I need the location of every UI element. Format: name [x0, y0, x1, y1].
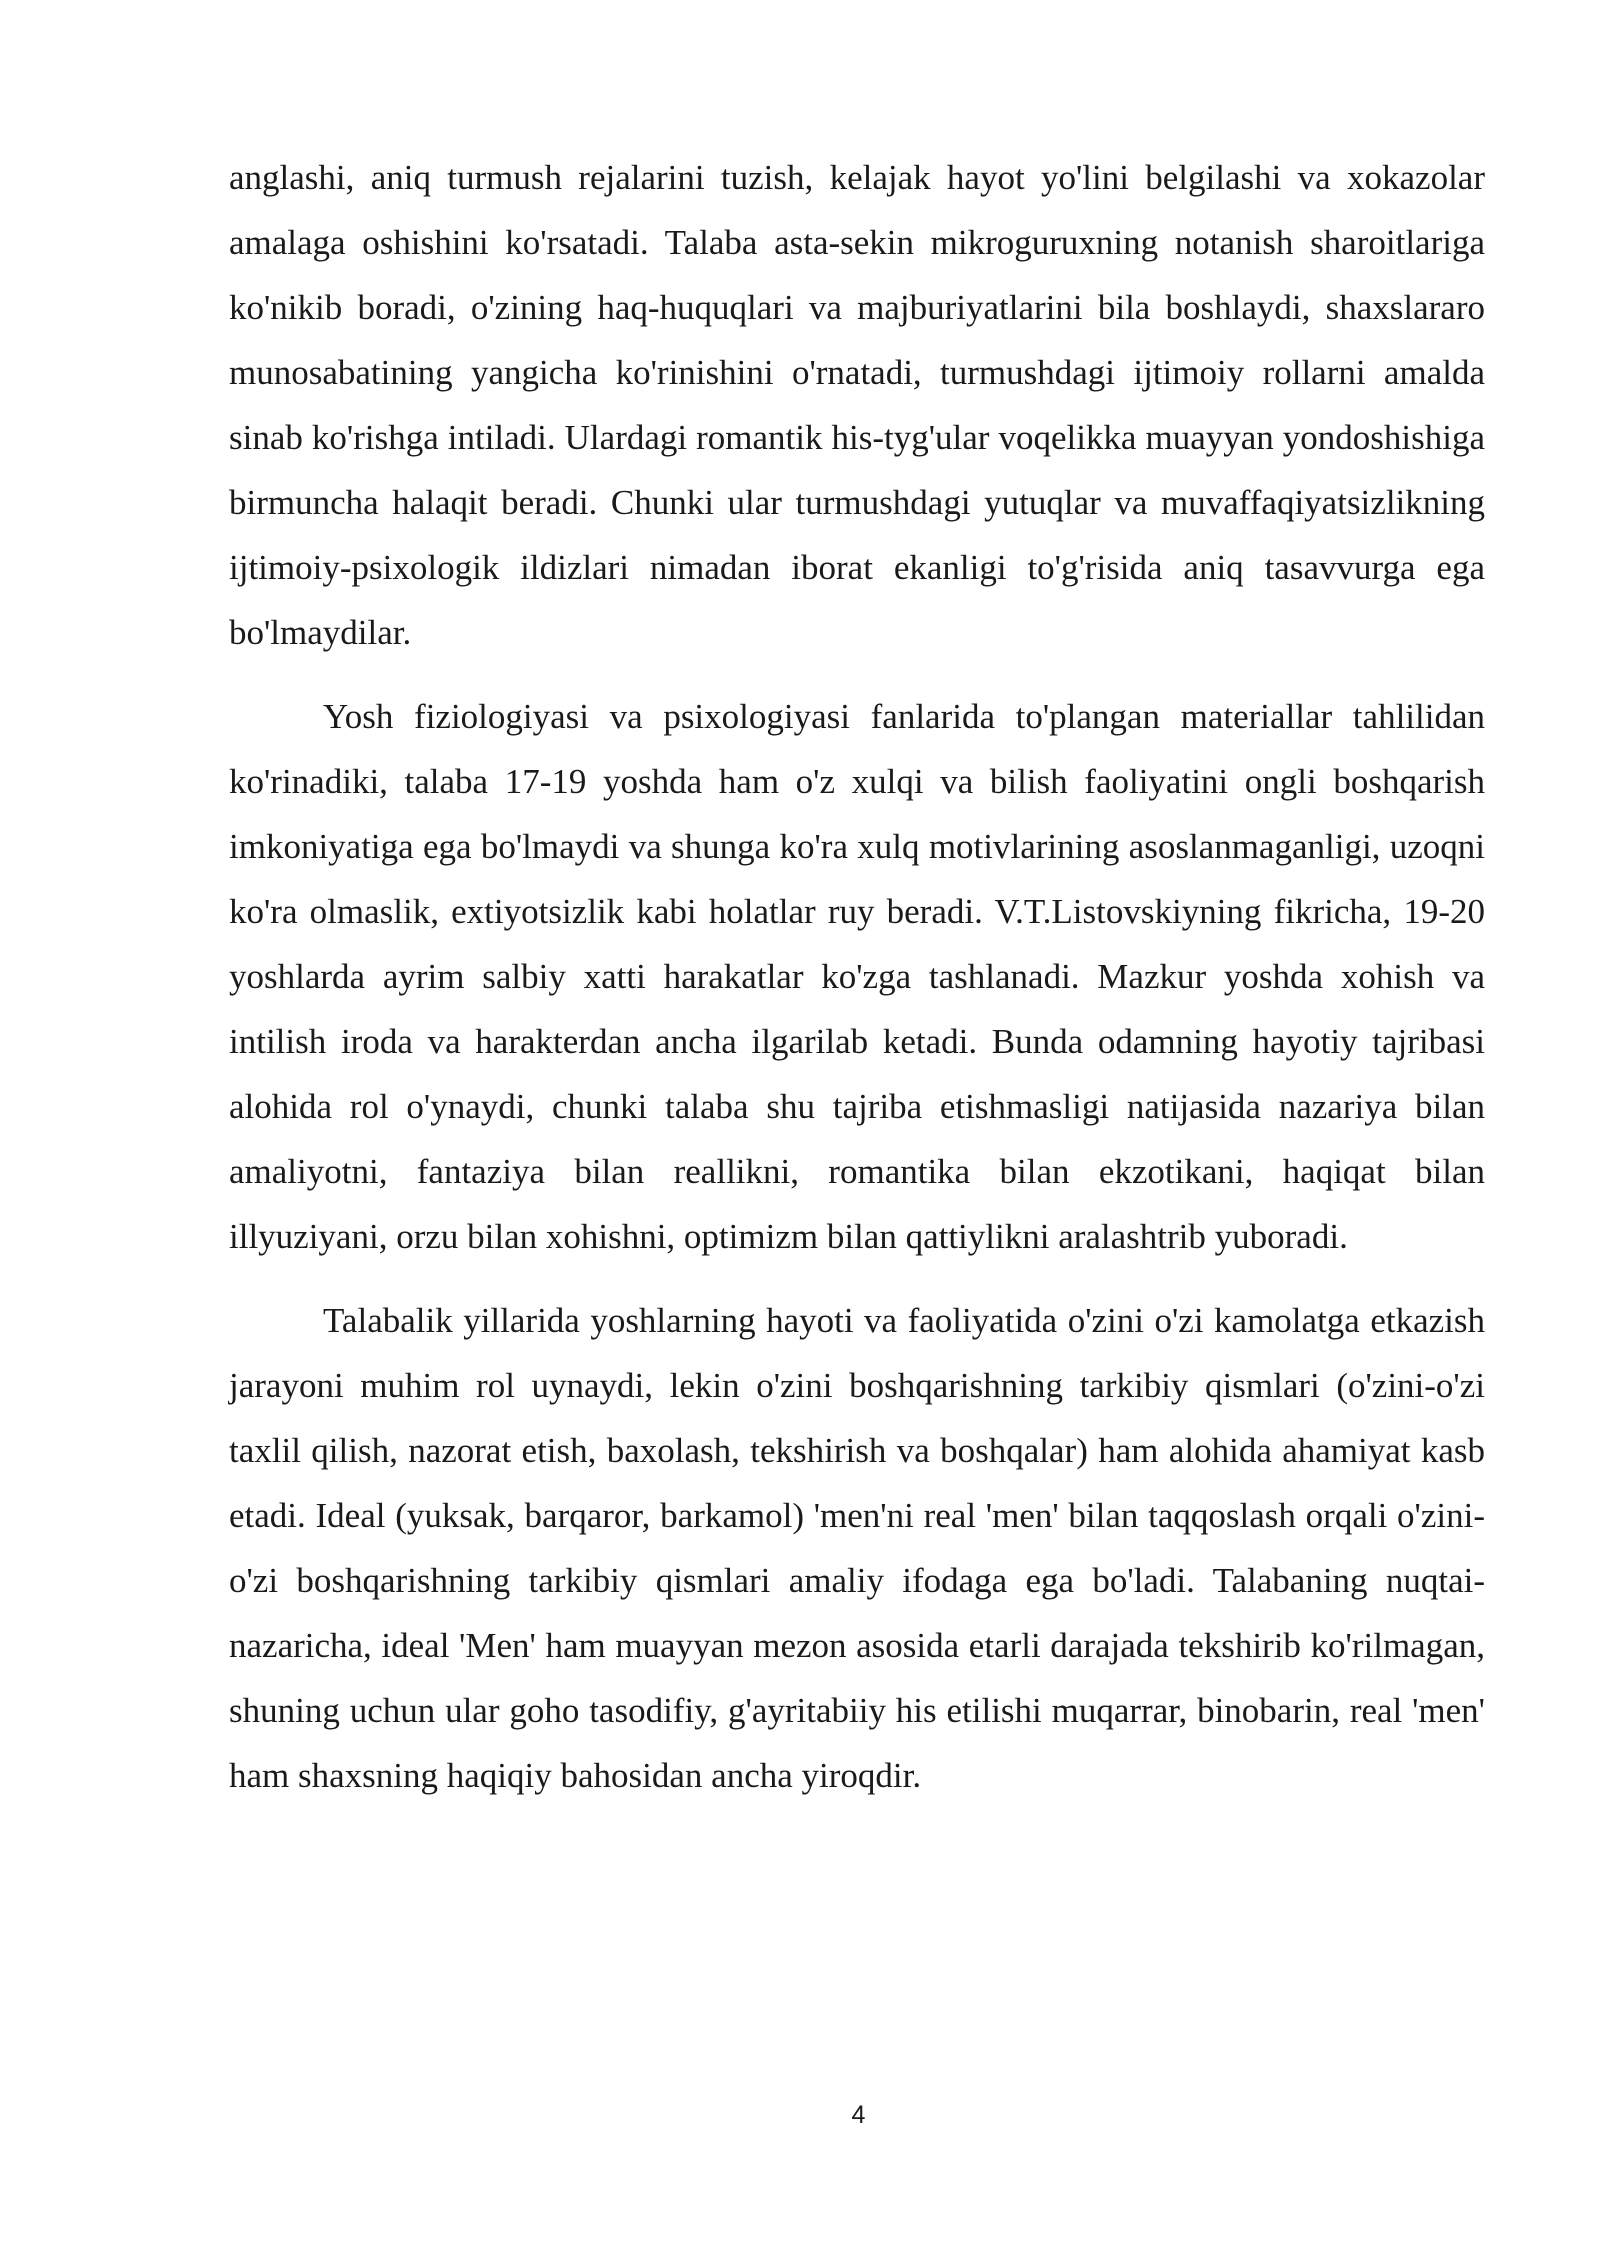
paragraph-3: Talabalik yillarida yoshlarning hayoti va faoliyatida o'zini o'zi kamolatga etkazish jarayoni muhim rol uynaydi, lekin o'zini boshqarishning tarkibiy qismlari (o'zini-o'zi taxlil qilish, nazorat etish, baxolash, tekshirish va boshqalar) ham alohida ahamiyat kasb etadi. Ideal (yuksak, barqaror, barkamol) 'men'ni real 'men' bilan taqqoslash orqali o'zini-o'zi boshqarishning tarkibiy qismlari amaliy ifodaga ega bo'ladi. Talabaning nuqtai-nazaricha, ideal 'Men' ham muayyan mezon asosida etarli darajada tekshirib ko'rilmagan, shuning uchun ular goho tasodifiy, g'ayritabiiy his etilishi muqarrar, binobarin, real 'men' ham shaxsning haqiqiy bahosidan ancha yiroqdir. — [229, 1301, 1485, 1795]
page-number: 4 — [851, 2101, 866, 2129]
page-body — [229, 145, 1485, 1808]
paragraph-1: anglashi, aniq turmush rejalarini tuzish, kelajak hayot yo'lini belgilashi va xokazolar amalaga oshishini ko'rsatadi. Talaba asta-sekin mikroguruxning notanish sharoitlariga ko'nikib boradi, o'zining haq-huquqlari va majburiyatlarini bila boshlaydi, shaxslararo munosabatining yangicha ko'rinishini o'rnatadi, turmushdagi ijtimoiy rollarni amalda sinab ko'rishga intiladi. Ulardagi romantik his-tyg'ular voqelikka muayyan yondoshishiga birmuncha halaqit beradi. Chunki ular turmushdagi yutuqlar va muvaffaqiyatsizlikning ijtimoiy-psixologik ildizlari nimadan iborat ekanligi to'g'risida aniq tasavvurga ega bo'lmaydilar. — [229, 158, 1485, 652]
paragraph-2: Yosh fiziologiyasi va psixologiyasi fanlarida to'plangan materiallar tahlilidan ko'rinadiki, talaba 17-19 yoshda ham o'z xulqi va bilish faoliyatini ongli boshqarish imkoniyatiga ega bo'lmaydi va shunga ko'ra xulq motivlarining asoslanmaganligi, uzoqni ko'ra olmaslik, extiyotsizlik kabi holatlar ruy beradi. V.T.Listovskiyning fikricha, 19-20 yoshlarda ayrim salbiy xatti harakatlar ko'zga tashlanadi. Mazkur yoshda xohish va intilish iroda va harakterdan ancha ilgarilab ketadi. Bunda odamning hayotiy tajribasi alohida rol o'ynaydi, chunki talaba shu tajriba etishmasligi natijasida nazariya bilan amaliyotni, fantaziya bilan reallikni, romantika bilan ekzotikani, haqiqat bilan illyuziyani, orzu bilan xohishni, optimizm bilan qattiylikni aralashtrib yuboradi. — [229, 697, 1485, 1256]
